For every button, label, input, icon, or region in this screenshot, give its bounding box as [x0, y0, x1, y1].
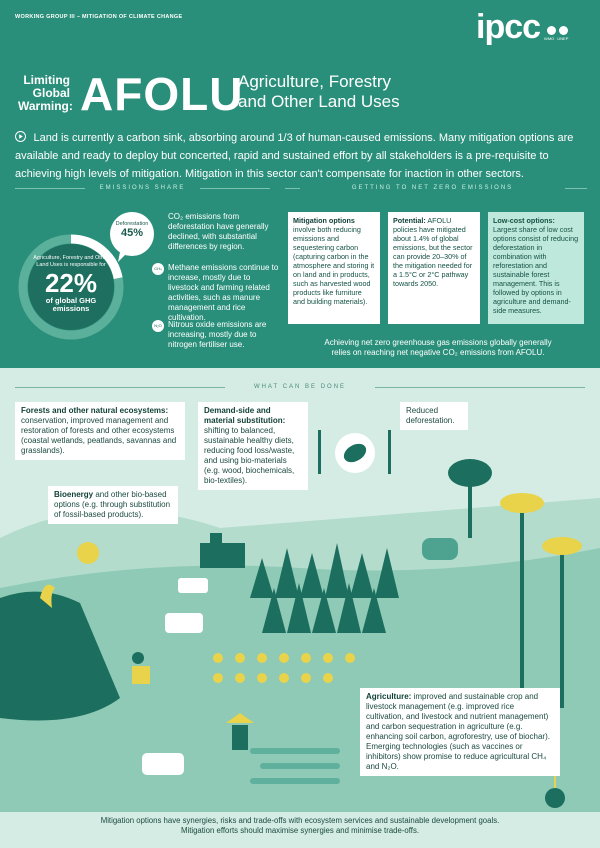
box-text: Largest share of low cost options consist of reducing deforestation in combination with reforestation and sustainable forest management. This is followed by options in agriculture and demand-side measures. [493, 225, 579, 315]
net-zero-note: Achieving net zero greenhouse gas emissions globally generally relies on reaching net negative CO₂ emissions from AFOLU. [324, 338, 552, 357]
donut-bottom-text: of global GHG emissions [45, 296, 97, 313]
emissions-share-heading: EMISSIONS SHARE [99, 185, 186, 191]
unep-label: UNEP [557, 36, 569, 41]
box-text: improved and sustainable crop and livestock management (e.g. improved rice cultivation, and livestock and nutrient management) and carbon sequestration in agriculture (e.g. enhancing soil carbon, agroforestry, use of biochar). Emerging technologies (such as vaccines or inhibitors) show promise to reduce agricultural CH₄ and N₂O. [366, 692, 550, 771]
bubble-label: Deforestation [115, 221, 149, 227]
box-title: Bioenergy [54, 490, 94, 499]
donut-top-text: Agriculture, Forestry and Other Land Uses is responsible for [33, 255, 109, 268]
wmo-label: WMO [544, 36, 555, 41]
working-group-label: WORKING GROUP III – MITIGATION OF CLIMATE CHANGE [15, 14, 183, 20]
worker-icon [132, 652, 144, 664]
sun-icon [77, 542, 99, 564]
cow-icon [165, 613, 203, 633]
note-ch4: Methane emissions continue to increase, mostly due to livestock and farming related activities, such as manure management and rice cultivation. [168, 263, 279, 322]
agriculture-box [360, 688, 560, 776]
low-cost-options-box [488, 212, 584, 324]
box-title: Forests and other natural ecosystems: [21, 406, 169, 415]
intro-text: Land is currently a carbon sink, absorbing around 1/3 of human-caused emissions. Many mitigation options are available and ready to deploy but concerted, rapid and sustained effort by all stakeholders is a pre-requisite to achieving high levels of mitigation. Mitigation in this sector can't compensate for inaction in other sectors. [15, 132, 574, 180]
title-left-line: Limiting [23, 73, 70, 87]
bubble-value: 45% [120, 227, 144, 239]
box-text: and other bio-based options (e.g. through substitution of fossil-based products). [54, 490, 171, 519]
intro-block [15, 128, 587, 182]
note-n2o: Nitrous oxide emissions are increasing, mostly due to nitrogen fertiliser use. [168, 320, 267, 349]
what-heading: WHAT CAN BE DONE [253, 384, 347, 390]
demand-side-box [198, 402, 308, 490]
play-icon [15, 131, 26, 142]
bioenergy-box [48, 486, 178, 524]
donut-value: 22% [44, 268, 98, 298]
page-title: AFOLU [80, 68, 244, 120]
mitigation-options-box [288, 212, 380, 324]
box-title: Agriculture: [366, 692, 412, 701]
wmo-seal-icon [547, 26, 556, 35]
goat-icon [142, 753, 184, 775]
title-left-line: Warming: [18, 99, 73, 113]
note-co2: CO₂ emissions from deforestation have generally declined, with substantial differences by region. [168, 212, 269, 251]
cow-icon [178, 578, 208, 593]
ipcc-wordmark: ipcc [476, 8, 541, 46]
unep-seal-icon [559, 26, 568, 35]
box-title: Potential: [393, 216, 426, 225]
methane-icon: CH₄ [152, 263, 164, 275]
box-title: Demand-side and material substitution: [204, 406, 286, 425]
net-zero-heading: GETTING TO NET ZERO EMISSIONS [351, 185, 514, 191]
subtitle-line: and Other Land Uses [238, 92, 400, 111]
box-text: conservation, improved management and restoration of forests and other ecosystems (coastal wetlands, peatlands, savannas and grasslands). [21, 416, 177, 455]
farm-building-icon [200, 543, 245, 568]
footer-line: Mitigation options have synergies, risks and trade-offs with ecosystem services and sustainable development goals. [100, 816, 500, 825]
forests-box [15, 402, 185, 460]
page-subtitle [238, 72, 400, 112]
nitrous-oxide-icon: N₂O [152, 320, 164, 332]
title-left-line: Global [32, 86, 70, 100]
deforestation-bubble [110, 212, 154, 256]
box-text: shifting to balanced, sustainable healthy diets, reducing food loss/waste, and using bio-materials (e.g. wood, biochemicals, bio-textiles). [204, 426, 295, 485]
box-text: AFOLU policies have mitigated about 1.4% of global emissions, but the sector can provide 20–30% of the mitigation needed for a 1.5°C or 2°C pathway towards 2050. [393, 216, 473, 288]
box-title: Mitigation options [293, 216, 355, 225]
footer-line: Mitigation efforts should maximise synergies and minimise trade-offs. [180, 826, 420, 835]
elephant-icon [422, 538, 458, 560]
potential-box [388, 212, 480, 324]
title-left [18, 73, 73, 113]
subtitle-line: Agriculture, Forestry [238, 72, 392, 91]
ipcc-logo [476, 8, 568, 47]
fork-icon [318, 430, 321, 474]
deforestation-box: Reduced deforestation. [400, 402, 468, 430]
donut-label [30, 255, 112, 313]
box-title: Low-cost options: [493, 216, 555, 225]
rice-terraces [250, 748, 340, 784]
box-text: involve both reducing emissions and sequestering carbon (capturing carbon in the atmosphere and storing it on land and in products, such as harvested wood products like furniture and building materials). [293, 225, 375, 306]
knife-icon [388, 430, 391, 474]
footer-note [20, 816, 580, 836]
